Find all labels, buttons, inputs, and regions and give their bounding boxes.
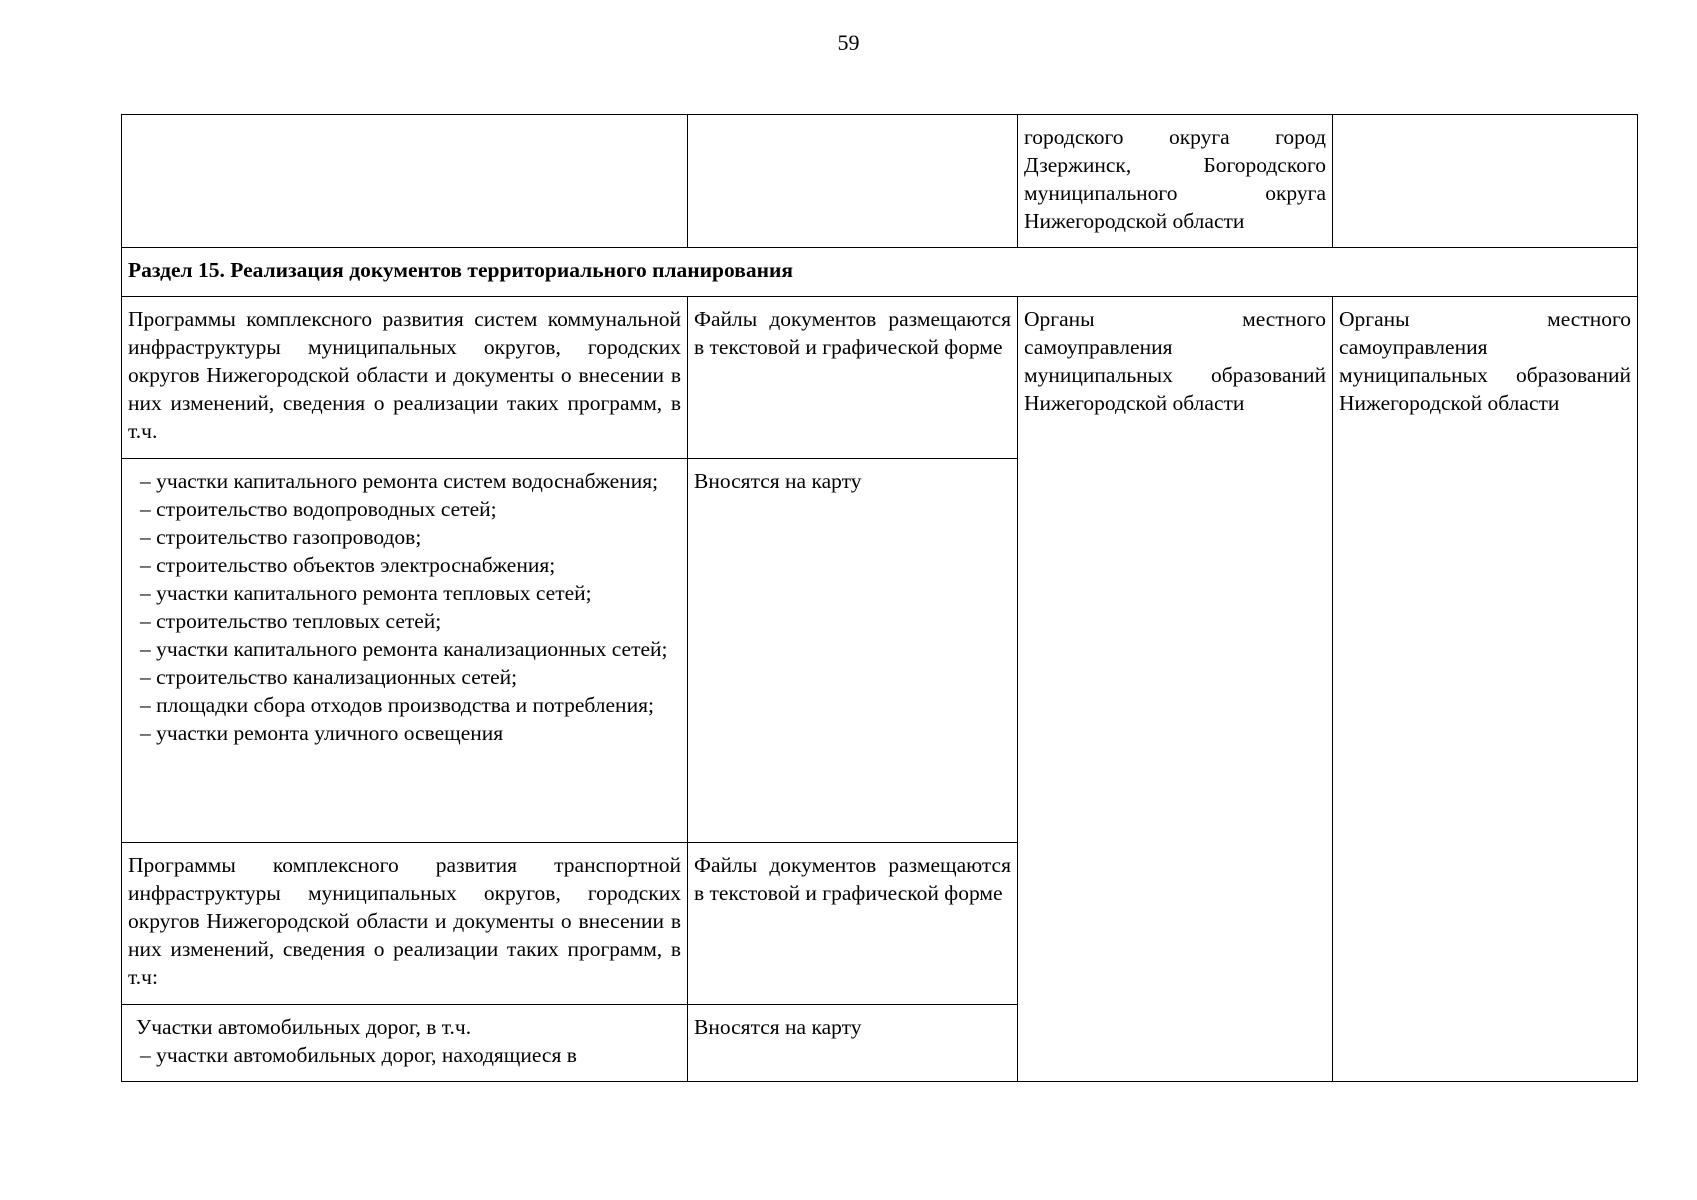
program-name-cell: Программы комплексного развития систем коммунальной инфраструктуры муниципальных округов, городских округов Нижегородской области и документы о внесении в них изменений, сведения о реализации таких программ, в т.ч. — [122, 297, 688, 459]
list-item: – строительство объектов электроснабжения; — [128, 551, 681, 579]
format-cell: Файлы документов размещаются в текстовой и графической форме — [688, 297, 1018, 459]
table-row — [122, 115, 1638, 248]
provider-cell: Органы местного самоуправления муниципальных образований Нижегородской области — [1018, 297, 1333, 1082]
list-item: – строительство канализационных сетей; — [128, 663, 681, 691]
format-cell: Вносятся на карту — [688, 459, 1018, 843]
format-cell: Вносятся на карту — [688, 1005, 1018, 1082]
table-cell — [688, 115, 1018, 248]
roads-title: Участки автомобильных дорог, в т.ч. — [136, 1015, 472, 1039]
items-list — [128, 467, 681, 747]
items-list — [128, 1041, 681, 1069]
table-row — [122, 297, 1638, 459]
continued-cell: городского округа город Дзержинск, Богородского муниципального округа Нижегородской области — [1018, 115, 1333, 248]
table-cell — [1333, 115, 1638, 248]
section-heading: Раздел 15. Реализация документов территориального планирования — [122, 248, 1638, 297]
list-item: – площадки сбора отходов производства и потребления; — [128, 691, 681, 719]
recipient-cell: Органы местного самоуправления муниципальных образований Нижегородской области — [1333, 297, 1638, 1082]
document-table — [121, 114, 1638, 1082]
list-item: – строительство газопроводов; — [128, 523, 681, 551]
table-cell — [122, 115, 688, 248]
items-cell — [122, 1005, 688, 1082]
list-item: – участки капитального ремонта канализационных сетей; — [128, 635, 681, 663]
list-item: – участки ремонта уличного освещения — [128, 719, 681, 747]
format-cell: Файлы документов размещаются в текстовой и графической форме — [688, 843, 1018, 1005]
section-row — [122, 248, 1638, 297]
list-item: – строительство водопроводных сетей; — [128, 495, 681, 523]
list-item: – участки автомобильных дорог, находящиеся в — [128, 1041, 681, 1069]
list-item: – строительство тепловых сетей; — [128, 607, 681, 635]
program-name-cell: Программы комплексного развития транспортной инфраструктуры муниципальных округов, городских округов Нижегородской области и документы о внесении в них изменений, сведения о реализации таких программ, в т.ч: — [122, 843, 688, 1005]
list-item: – участки капитального ремонта систем водоснабжения; — [128, 467, 681, 495]
items-cell — [122, 459, 688, 843]
page-number: 59 — [837, 30, 860, 55]
list-item: – участки капитального ремонта тепловых сетей; — [128, 579, 681, 607]
